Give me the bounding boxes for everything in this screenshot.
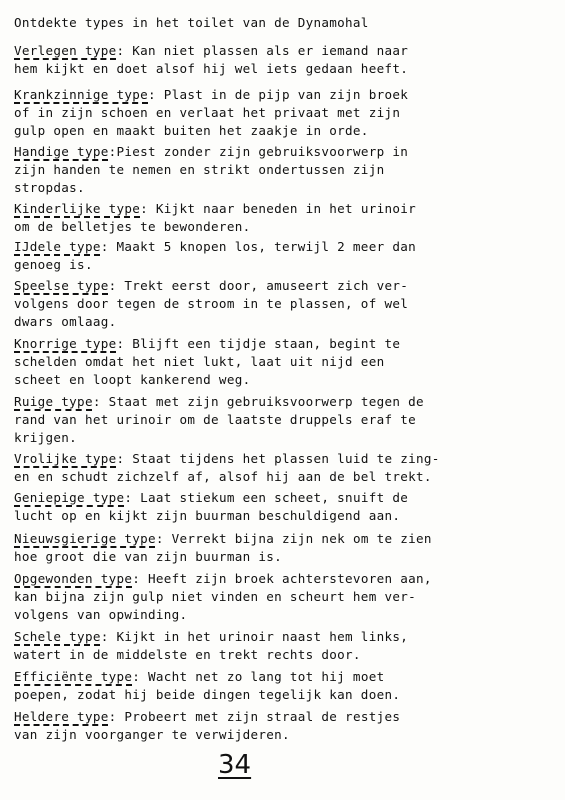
entry-line	[14, 277, 559, 295]
page-title: Ontdekte types in het toilet van de Dynamohal	[14, 15, 369, 30]
entry-line: lucht op en kijkt zijn buurman beschuldigend aan.	[14, 508, 401, 523]
entry-opgewonden	[14, 570, 559, 624]
entry-line	[14, 628, 559, 646]
entry-line	[14, 143, 559, 161]
page-number: 34	[218, 750, 252, 780]
entry-term: IJdele type	[14, 239, 101, 254]
entry-schele	[14, 628, 559, 664]
entry-line: en en schudt zichzelf af, alsof hij aan de bel trekt.	[14, 469, 432, 484]
entry-line: volgens van opwinding.	[14, 607, 188, 622]
entry-text: : Trekt eerst door, amuseert zich ver-	[108, 278, 409, 293]
entry-term: Vrolijke type	[14, 451, 117, 466]
entry-line	[14, 708, 559, 726]
entry-line: of in zijn schoen en verlaat het privaat met zijn	[14, 105, 401, 120]
entry-text: : Plast in de pijp van zijn broek	[148, 87, 409, 102]
entry-term: Ruige type	[14, 394, 93, 409]
entry-line	[14, 86, 559, 104]
entry-line	[14, 335, 559, 353]
entry-line: dwars omlaag.	[14, 314, 117, 329]
entry-text: : Blijft een tijdje staan, begint te	[116, 336, 401, 351]
entry-line	[14, 530, 559, 548]
entry-line: watert in de middelste en trekt rechts door.	[14, 647, 361, 662]
entry-text: : Laat stiekum een scheet, snuift de	[124, 490, 409, 505]
entry-text: : Maakt 5 knopen los, terwijl 2 meer dan	[100, 239, 416, 254]
entry-line: scheet en loopt kankerend weg.	[14, 372, 251, 387]
entry-line: stropdas.	[14, 180, 85, 195]
entry-line: kan bijna zijn gulp niet vinden en scheurt hem ver-	[14, 589, 416, 604]
entry-term: Opgewonden type	[14, 571, 133, 586]
entry-line: van zijn voorganger te verwijderen.	[14, 727, 290, 742]
entry-term: Efficiënte type	[14, 669, 133, 684]
entry-term: Schele type	[14, 629, 101, 644]
entry-term: Knorrige type	[14, 336, 117, 351]
entry-line: gulp open en maakt buiten het zaakje in orde.	[14, 123, 369, 138]
entry-text: : Kan niet plassen als er iemand naar	[116, 43, 409, 58]
entry-efficiente	[14, 668, 559, 704]
entry-text: : Kijkt in het urinoir naast hem links,	[100, 629, 409, 644]
entry-text: :Piest zonder zijn gebruiksvoorwerp in	[108, 144, 409, 159]
entry-text: : Probeert met zijn straal de restjes	[108, 709, 401, 724]
entry-line: om de belletjes te bewonderen.	[14, 219, 251, 234]
entry-text: : Kijkt naar beneden in het urinoir	[140, 201, 416, 216]
entry-knorrige	[14, 335, 559, 389]
entry-speelse	[14, 277, 559, 331]
entry-term: Kinderlijke type	[14, 201, 141, 216]
entry-line: genoeg is.	[14, 257, 93, 272]
entry-nieuwsgierige	[14, 530, 559, 566]
entry-ijdele	[14, 238, 559, 274]
entry-line: krijgen.	[14, 430, 78, 445]
entry-line	[14, 200, 559, 218]
entry-line: poepen, zodat hij beide dingen tegelijk kan doen.	[14, 687, 401, 702]
entry-line: schelden omdat het niet lukt, laat uit nijd een	[14, 354, 385, 369]
entry-text: : Heeft zijn broek achterstevoren aan,	[132, 571, 432, 586]
entry-line	[14, 668, 559, 686]
entry-text: : Verrekt bijna zijn nek om te zien	[155, 531, 432, 546]
entry-line: hem kijkt en doet alsof hij wel iets gedaan heeft.	[14, 61, 409, 76]
entry-verlegen	[14, 42, 559, 78]
entry-line: rand van het urinoir om de laatste druppels eraf te	[14, 412, 416, 427]
entry-handige	[14, 143, 559, 197]
entry-text: : Wacht net zo lang tot hij moet	[132, 669, 385, 684]
entry-term: Speelse type	[14, 278, 109, 293]
entry-term: Krankzinnige type	[14, 87, 148, 102]
entry-text: : Staat met zijn gebruiksvoorwerp tegen de	[92, 394, 424, 409]
entry-term: Geniepige type	[14, 490, 125, 505]
entry-line	[14, 393, 559, 411]
entry-heldere	[14, 708, 559, 744]
entry-term: Verlegen type	[14, 43, 117, 58]
entry-geniepige	[14, 489, 559, 525]
entry-krankzinnige	[14, 86, 559, 140]
entry-term: Heldere type	[14, 709, 109, 724]
entry-line: volgens door tegen de stroom in te plassen, of wel	[14, 296, 409, 311]
entry-line	[14, 570, 559, 588]
entry-line	[14, 42, 559, 60]
entry-term: Nieuwsgierige type	[14, 531, 156, 546]
entry-line	[14, 238, 559, 256]
entry-line	[14, 489, 559, 507]
entry-term: Handige type	[14, 144, 109, 159]
entry-vrolijke	[14, 450, 559, 486]
entry-text: : Staat tijdens het plassen luid te zing-	[116, 451, 440, 466]
entry-line	[14, 450, 559, 468]
entry-line: zijn handen te nemen en strikt ondertussen zijn	[14, 162, 385, 177]
entry-line: hoe groot die van zijn buurman is.	[14, 549, 282, 564]
entry-ruige	[14, 393, 559, 447]
entry-kinderlijke	[14, 200, 559, 236]
